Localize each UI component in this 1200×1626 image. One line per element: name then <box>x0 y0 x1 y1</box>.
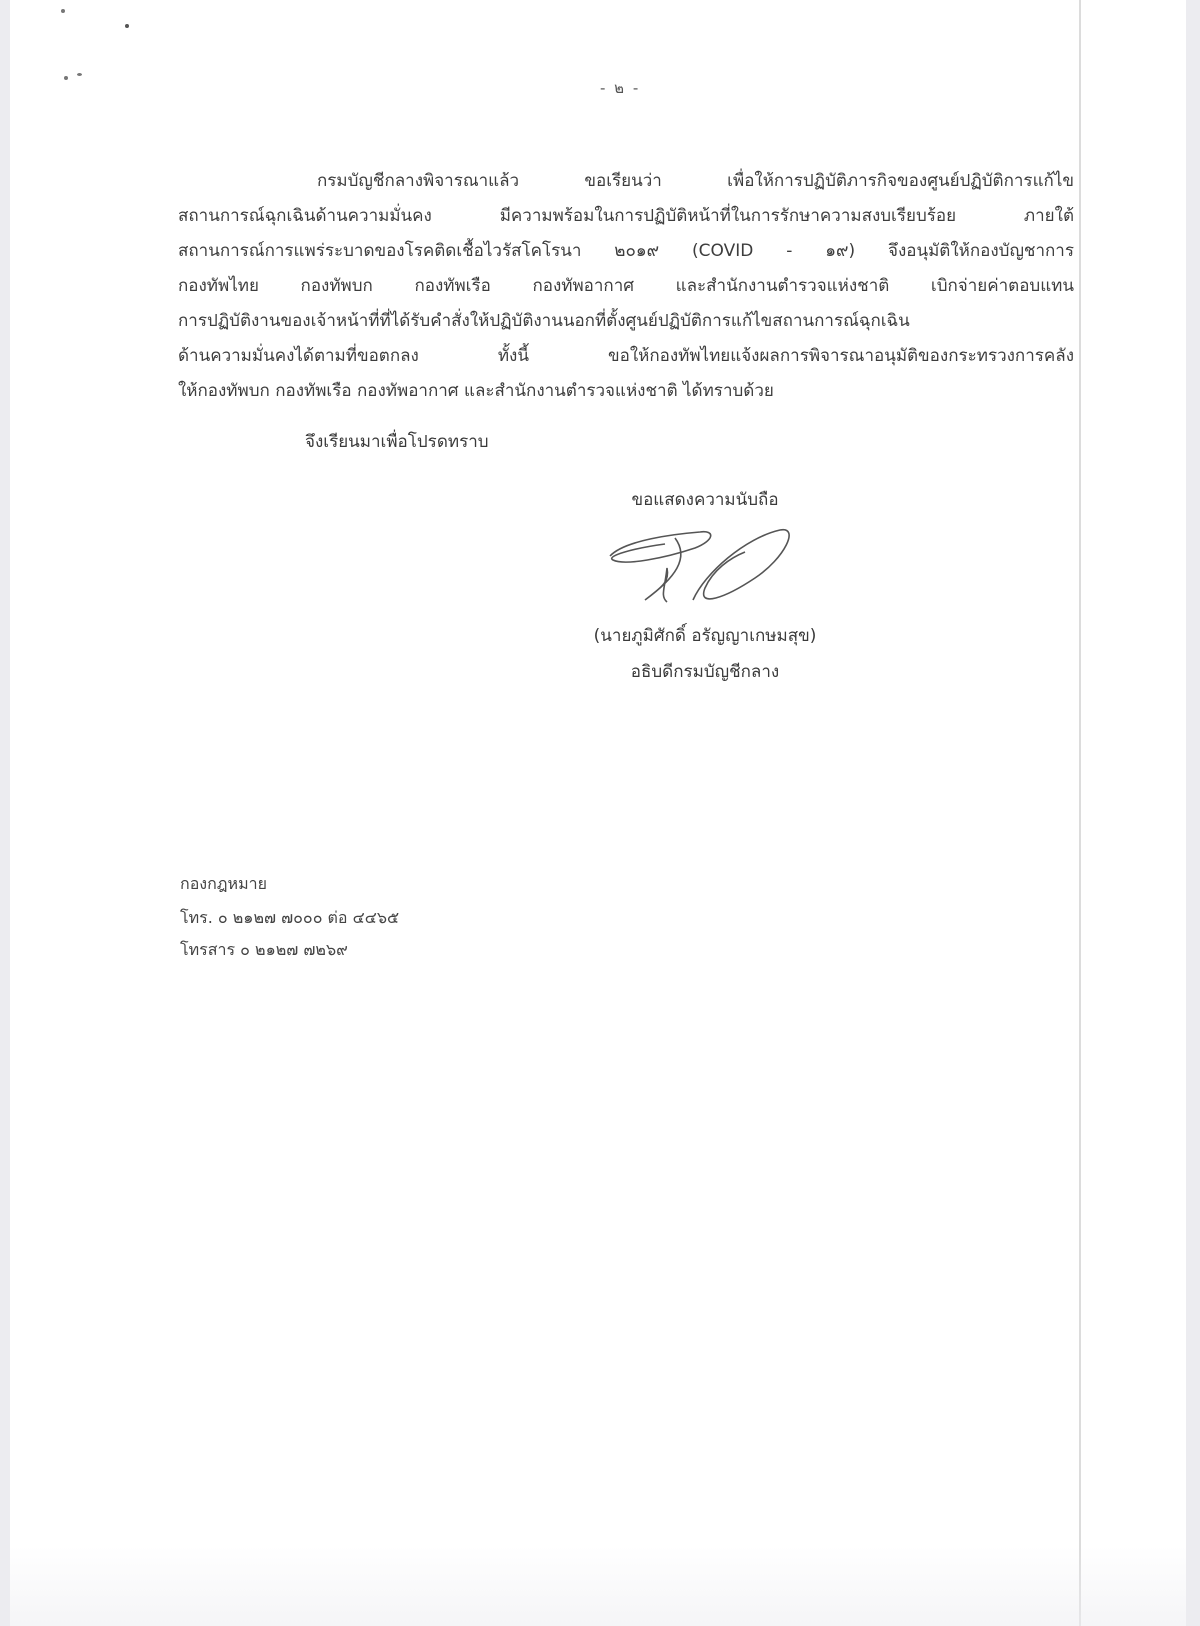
scan-speck <box>77 73 82 76</box>
footer-fax: โทรสาร ๐ ๒๑๒๗ ๗๒๖๙ <box>180 940 348 959</box>
page-edge-line <box>1079 0 1081 1626</box>
scan-speck <box>61 9 65 13</box>
closing-text: จึงเรียนมาเพื่อโปรดทราบ <box>305 432 489 452</box>
signer-name: (นายภูมิศักดิ์ อรัญญาเกษมสุข) <box>593 626 817 646</box>
scan-speck <box>64 76 68 80</box>
body-line: สถานการณ์การแพร่ระบาดของโรคติดเชื้อไวรัสโคโรนา ๒๐๑๙ (COVID - ๑๙) จึงอนุมัติให้กองบัญชาการ <box>178 241 1074 261</box>
body-line: กองทัพไทย กองทัพบก กองทัพเรือ กองทัพอากาศ และสำนักงานตำรวจแห่งชาติ เบิกจ่ายค่าตอบแทน <box>178 276 1074 296</box>
body-line: กรมบัญชีกลางพิจารณาแล้ว ขอเรียนว่า เพื่อให้การปฏิบัติภารกิจของศูนย์ปฏิบัติการแก้ไข <box>317 171 1074 191</box>
footer-department: กองกฎหมาย <box>180 874 267 893</box>
body-line: ให้กองทัพบก กองทัพเรือ กองทัพอากาศ และสำนักงานตำรวจแห่งชาติ ได้ทราบด้วย <box>178 381 774 401</box>
page-number: - ๒ - <box>600 79 641 97</box>
body-line: ด้านความมั่นคงได้ตามที่ขอตกลง ทั้งนี้ ขอให้กองทัพไทยแจ้งผลการพิจารณาอนุมัติของกระทรวงการคลัง <box>178 346 1074 366</box>
body-line: การปฏิบัติงานของเจ้าหน้าที่ที่ได้รับคำสั่งให้ปฏิบัติงานนอกที่ตั้งศูนย์ปฏิบัติการแก้ไขสถานการณ์ฉุกเฉิน <box>178 311 910 331</box>
body-line: สถานการณ์ฉุกเฉินด้านความมั่นคง มีความพร้อมในการปฏิบัติหน้าที่ในการรักษาความสงบเรียบร้อย ภายใต้ <box>178 206 1074 226</box>
scan-noise <box>10 1546 1186 1626</box>
signature-icon <box>605 518 805 608</box>
salutation: ขอแสดงความนับถือ <box>631 490 779 510</box>
footer-phone: โทร. ๐ ๒๑๒๗ ๗๐๐๐ ต่อ ๔๔๖๕ <box>180 908 400 927</box>
scan-speck <box>125 24 129 28</box>
document-page <box>10 0 1186 1626</box>
signer-title: อธิบดีกรมบัญชีกลาง <box>630 662 780 682</box>
